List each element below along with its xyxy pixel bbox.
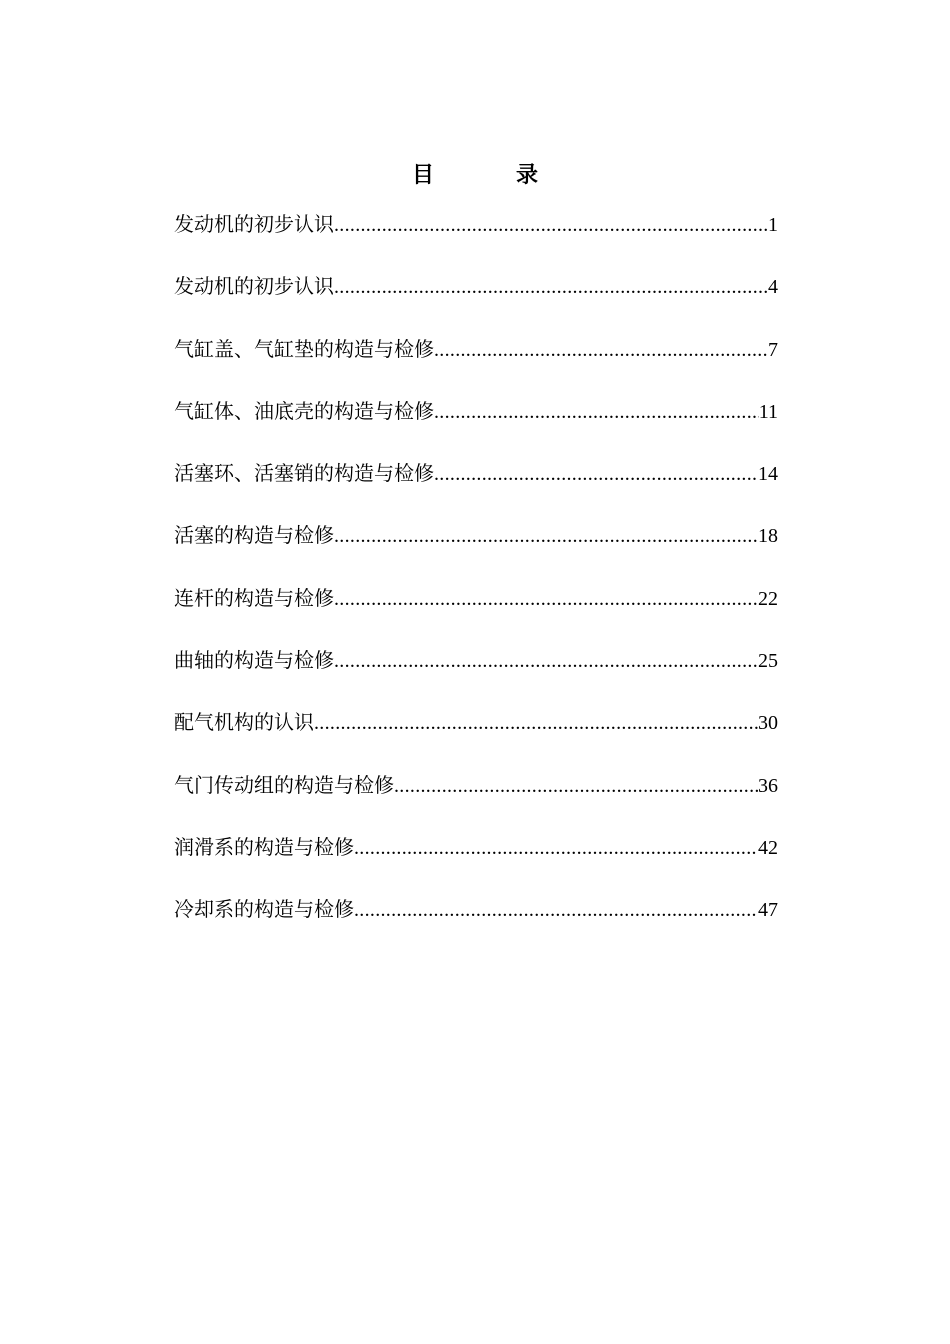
toc-dot-leader <box>434 397 759 427</box>
toc-entry[interactable] <box>174 458 778 520</box>
toc-dot-leader <box>334 521 758 551</box>
toc-entry[interactable] <box>174 271 778 333</box>
toc-entry-page: 22 <box>758 587 778 610</box>
toc-entry-page: 42 <box>758 836 778 859</box>
toc-entry[interactable] <box>174 520 778 582</box>
toc-dot-leader <box>394 771 758 801</box>
toc-entry-page: 25 <box>758 650 778 673</box>
toc-entry-label: 气缸体、油底壳的构造与检修 <box>174 398 434 423</box>
toc-entry-label: 润滑系的构造与检修 <box>174 834 354 859</box>
toc-dot-leader <box>434 459 758 489</box>
toc-entry-label: 活塞环、活塞销的构造与检修 <box>174 461 434 486</box>
toc-entry-label: 曲轴的构造与检修 <box>174 648 334 673</box>
toc-dot-leader <box>334 584 758 614</box>
toc-dot-leader <box>354 895 758 925</box>
toc-dot-leader <box>334 210 768 240</box>
toc-entry-page: 30 <box>758 712 778 735</box>
toc-entry-label: 配气机构的认识 <box>174 710 314 735</box>
toc-entry-label: 气缸盖、气缸垫的构造与检修 <box>174 336 434 361</box>
toc-entry-page: 11 <box>758 400 778 423</box>
toc-entry-page: 4 <box>768 276 778 299</box>
toc-entry-label: 活塞的构造与检修 <box>174 523 334 548</box>
toc-dot-leader <box>334 646 758 676</box>
toc-list <box>174 209 778 957</box>
toc-entry[interactable] <box>174 583 778 645</box>
toc-entry-page: 7 <box>768 338 778 361</box>
toc-entry-page: 1 <box>768 214 778 236</box>
toc-entry[interactable] <box>174 770 778 832</box>
toc-entry[interactable] <box>174 645 778 707</box>
toc-entry[interactable] <box>174 707 778 769</box>
toc-entry[interactable] <box>174 832 778 894</box>
toc-entry-label: 发动机的初步认识 <box>174 212 334 236</box>
toc-entry-page: 18 <box>758 525 778 548</box>
toc-entry-label: 发动机的初步认识 <box>174 274 334 299</box>
toc-entry-page: 36 <box>758 774 778 797</box>
toc-dot-leader <box>334 272 768 302</box>
toc-entry[interactable] <box>174 334 778 396</box>
toc-dot-leader <box>354 833 758 863</box>
toc-title: 目 录 <box>411 162 568 188</box>
toc-entry-page: 14 <box>758 463 778 486</box>
toc-entry[interactable] <box>174 209 778 271</box>
toc-dot-leader <box>434 335 768 365</box>
toc-entry-label: 连杆的构造与检修 <box>174 585 334 610</box>
toc-entry[interactable] <box>174 396 778 458</box>
toc-entry[interactable] <box>174 894 778 956</box>
toc-entry-page: 47 <box>758 899 778 922</box>
toc-dot-leader <box>314 708 758 738</box>
toc-entry-label: 气门传动组的构造与检修 <box>174 772 394 797</box>
toc-entry-label: 冷却系的构造与检修 <box>174 897 354 922</box>
